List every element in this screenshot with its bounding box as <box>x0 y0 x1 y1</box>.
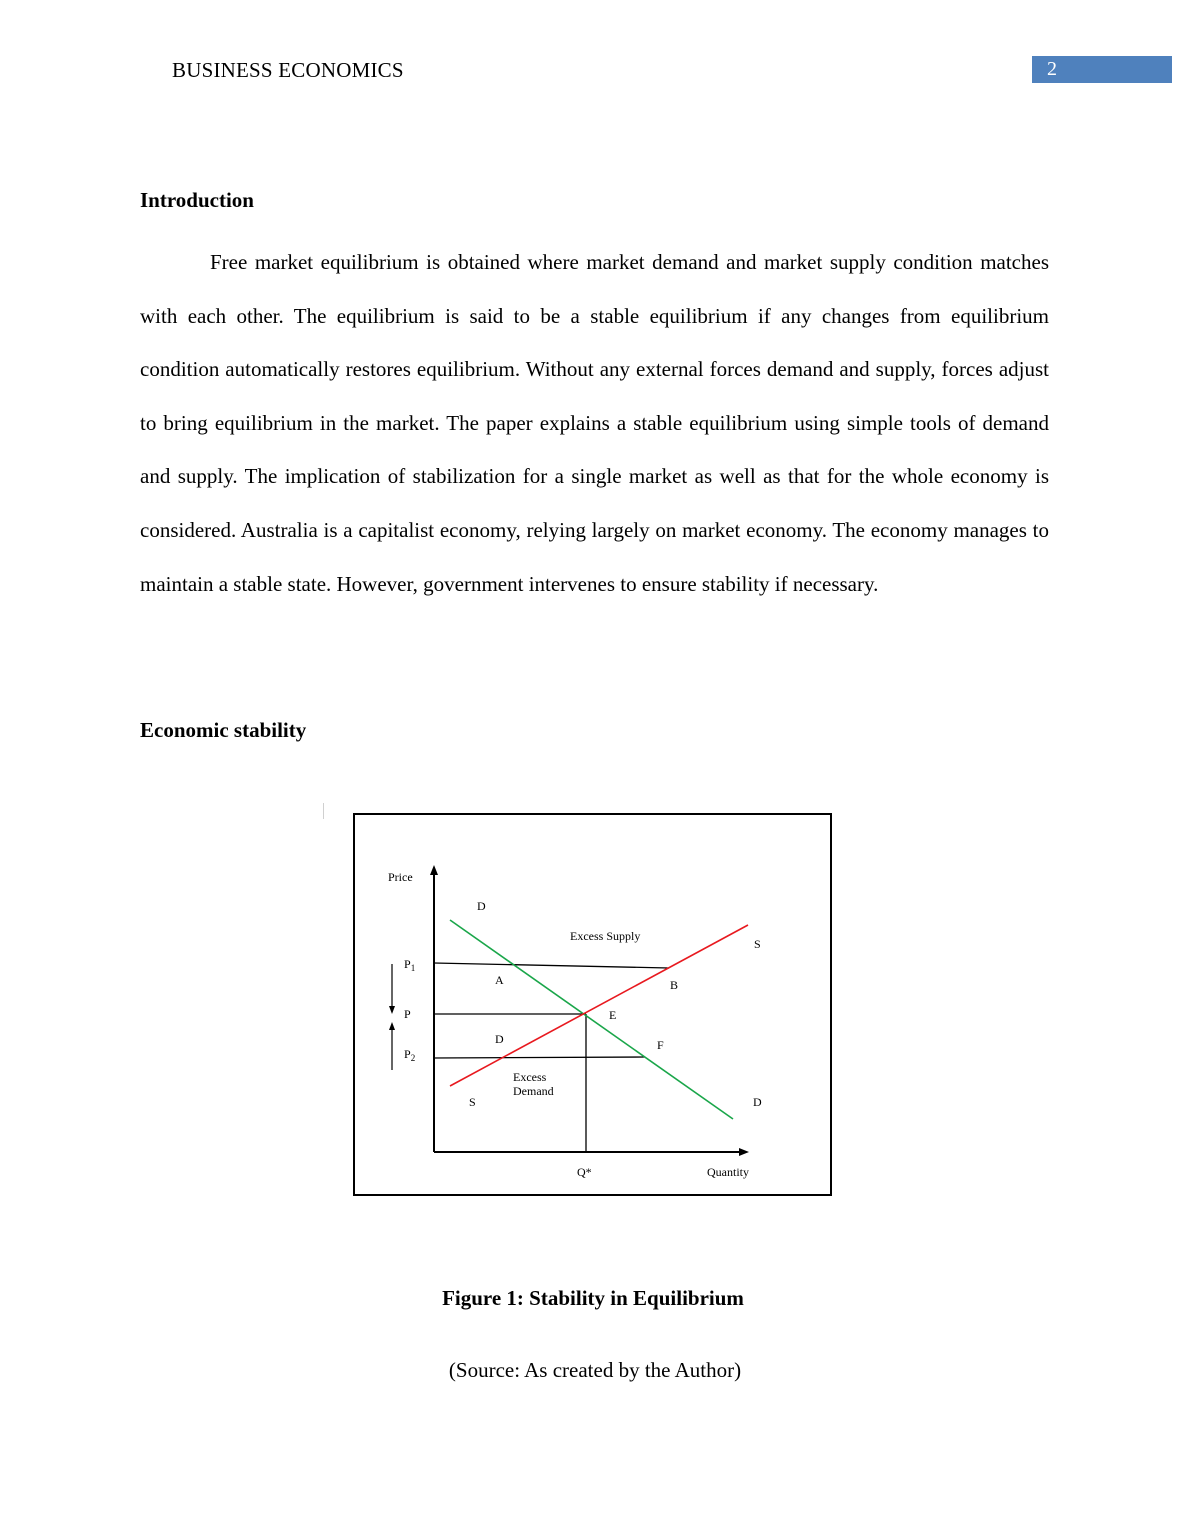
introduction-heading: Introduction <box>140 188 254 212</box>
p1-label: $P_1$ <box>404 957 416 973</box>
point-a-label: A <box>495 973 504 987</box>
excess-demand-label-line2: Demand <box>513 1084 554 1098</box>
figure-caption: Figure 1: Stability in Equilibrium <box>442 1286 744 1310</box>
up-arrow-icon <box>389 1022 395 1030</box>
excess-demand-label-line1: Excess <box>513 1070 547 1084</box>
introduction-paragraph: Free market equilibrium is obtained where market demand and market supply condition matches with each other. The equilibrium is said to be a stable equilibrium if any changes from equilibrium condition automatically restores equilibrium. Without any external forces demand and supply, forces adjust to bring equilibrium in the market. The paper explains a stable equilibrium using simple tools of demand and supply. The implication of stabilization for a single market as well as that for the whole economy is considered. Australia is a capitalist economy, relying largely on market economy. The economy manages to maintain a stable state. However, government intervenes to ensure stability if necessary. <box>140 250 1049 596</box>
point-e-label: E <box>609 1008 617 1022</box>
supply-demand-diagram <box>355 815 834 1198</box>
supply-demand-figure <box>353 813 832 1196</box>
excess-supply-label: Excess Supply <box>570 929 641 943</box>
supply-curve <box>450 925 748 1086</box>
q-star-label: Q* <box>577 1165 592 1179</box>
y-axis-label: Price <box>388 870 413 884</box>
p1-price-line <box>434 963 669 968</box>
point-f-label: F <box>657 1038 664 1052</box>
figure-source: (Source: As created by the Author) <box>448 1358 742 1382</box>
margin-mark <box>323 803 324 819</box>
x-axis-label: Quantity <box>707 1165 749 1179</box>
supply-bottom-label: S <box>469 1095 476 1109</box>
down-arrow-icon <box>389 1006 395 1014</box>
supply-top-label: S <box>754 937 761 951</box>
demand-bottom-label: D <box>753 1095 762 1109</box>
p-label: P <box>404 1007 411 1021</box>
page-number: 2 <box>1032 56 1172 83</box>
point-d-label: D <box>495 1032 504 1046</box>
demand-top-label: D <box>477 899 486 913</box>
running-head: BUSINESS ECONOMICS <box>172 58 404 82</box>
economic-stability-heading: Economic stability <box>140 718 307 742</box>
demand-curve <box>450 920 733 1119</box>
x-axis-arrow-icon <box>739 1148 749 1156</box>
y-axis-arrow-icon <box>430 865 438 875</box>
p2-label: $P_2$ <box>404 1047 416 1063</box>
p2-price-line <box>434 1057 645 1058</box>
point-b-label: B <box>670 978 679 992</box>
